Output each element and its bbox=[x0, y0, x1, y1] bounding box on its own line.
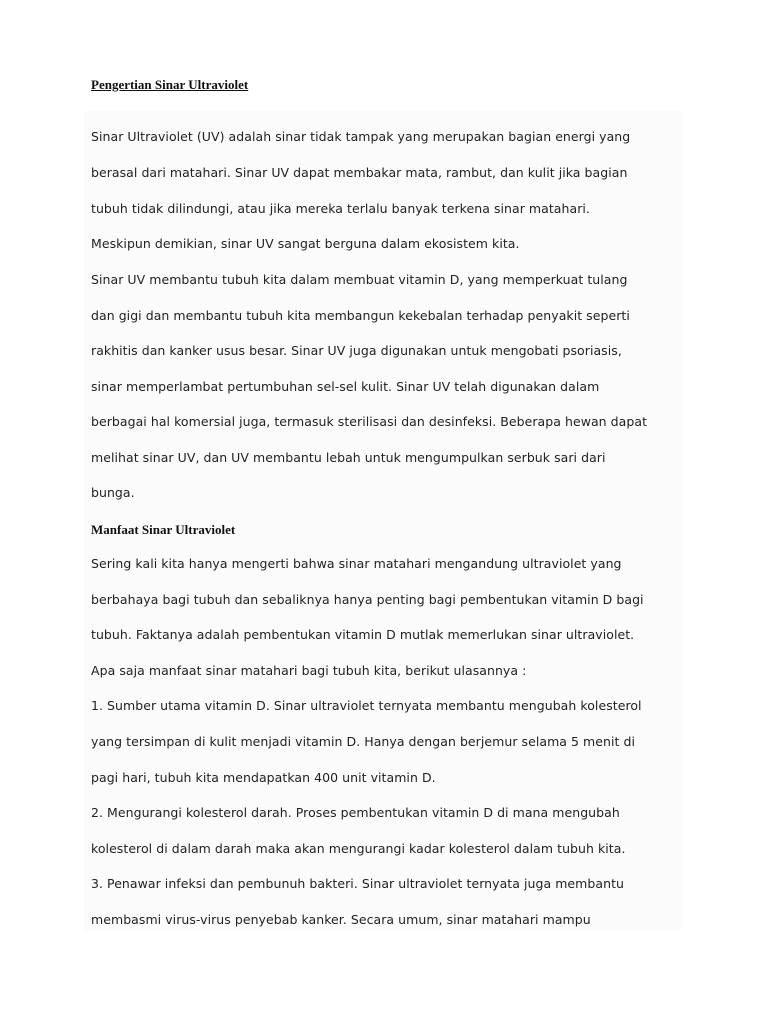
paragraph-line: Sinar UV membantu tubuh kita dalam membuat vitamin D, yang memperkuat tulang bbox=[91, 272, 628, 287]
paragraph-line: tubuh tidak dilindungi, atau jika mereka terlalu banyak terkena sinar matahari. bbox=[91, 201, 590, 216]
paragraph-line: rakhitis dan kanker usus besar. Sinar UV juga digunakan untuk mengobati psoriasis, bbox=[91, 343, 622, 358]
paragraph-line: pagi hari, tubuh kita mendapatkan 400 unit vitamin D. bbox=[91, 770, 436, 785]
paragraph-line: membasmi virus-virus penyebab kanker. Secara umum, sinar matahari mampu bbox=[91, 912, 591, 927]
page-title: Pengertian Sinar Ultraviolet bbox=[91, 77, 249, 92]
paragraph-line: 3. Penawar infeksi dan pembunuh bakteri. Sinar ultraviolet ternyata juga membantu bbox=[91, 876, 624, 891]
paragraph-line: bunga. bbox=[91, 485, 135, 500]
paragraph-line: kolesterol di dalam darah maka akan mengurangi kadar kolesterol dalam tubuh kita. bbox=[91, 841, 626, 856]
paragraph-line: sinar memperlambat pertumbuhan sel-sel kulit. Sinar UV telah digunakan dalam bbox=[91, 379, 600, 394]
paragraph-line: melihat sinar UV, dan UV membantu lebah untuk mengumpulkan serbuk sari dari bbox=[91, 450, 606, 465]
paragraph-line: berbahaya bagi tubuh dan sebaliknya hanya penting bagi pembentukan vitamin D bagi bbox=[91, 592, 644, 607]
paragraph-line: yang tersimpan di kulit menjadi vitamin D. Hanya dengan berjemur selama 5 menit di bbox=[91, 734, 636, 749]
section-heading: Manfaat Sinar Ultraviolet bbox=[91, 522, 236, 537]
paragraph-line: 2. Mengurangi kolesterol darah. Proses pembentukan vitamin D di mana mengubah bbox=[91, 805, 620, 820]
paragraph-line: berasal dari matahari. Sinar UV dapat membakar mata, rambut, dan kulit jika bagian bbox=[91, 165, 628, 180]
paragraph-line: dan gigi dan membantu tubuh kita membangun kekebalan terhadap penyakit seperti bbox=[91, 308, 630, 323]
paragraph-line: berbagai hal komersial juga, termasuk sterilisasi dan desinfeksi. Beberapa hewan dapat bbox=[91, 414, 648, 429]
paragraph-line: Sinar Ultraviolet (UV) adalah sinar tidak tampak yang merupakan bagian energi yang bbox=[91, 129, 631, 144]
paragraph-line: Meskipun demikian, sinar UV sangat berguna dalam ekosistem kita. bbox=[91, 236, 520, 251]
paragraph-line: 1. Sumber utama vitamin D. Sinar ultraviolet ternyata membantu mengubah kolesterol bbox=[91, 698, 642, 713]
paragraph-line: tubuh. Faktanya adalah pembentukan vitamin D mutlak memerlukan sinar ultraviolet. bbox=[91, 627, 635, 642]
paragraph-line: Apa saja manfaat sinar matahari bagi tubuh kita, berikut ulasannya : bbox=[91, 663, 527, 678]
paragraph-line: Sering kali kita hanya mengerti bahwa sinar matahari mengandung ultraviolet yang bbox=[91, 556, 622, 571]
